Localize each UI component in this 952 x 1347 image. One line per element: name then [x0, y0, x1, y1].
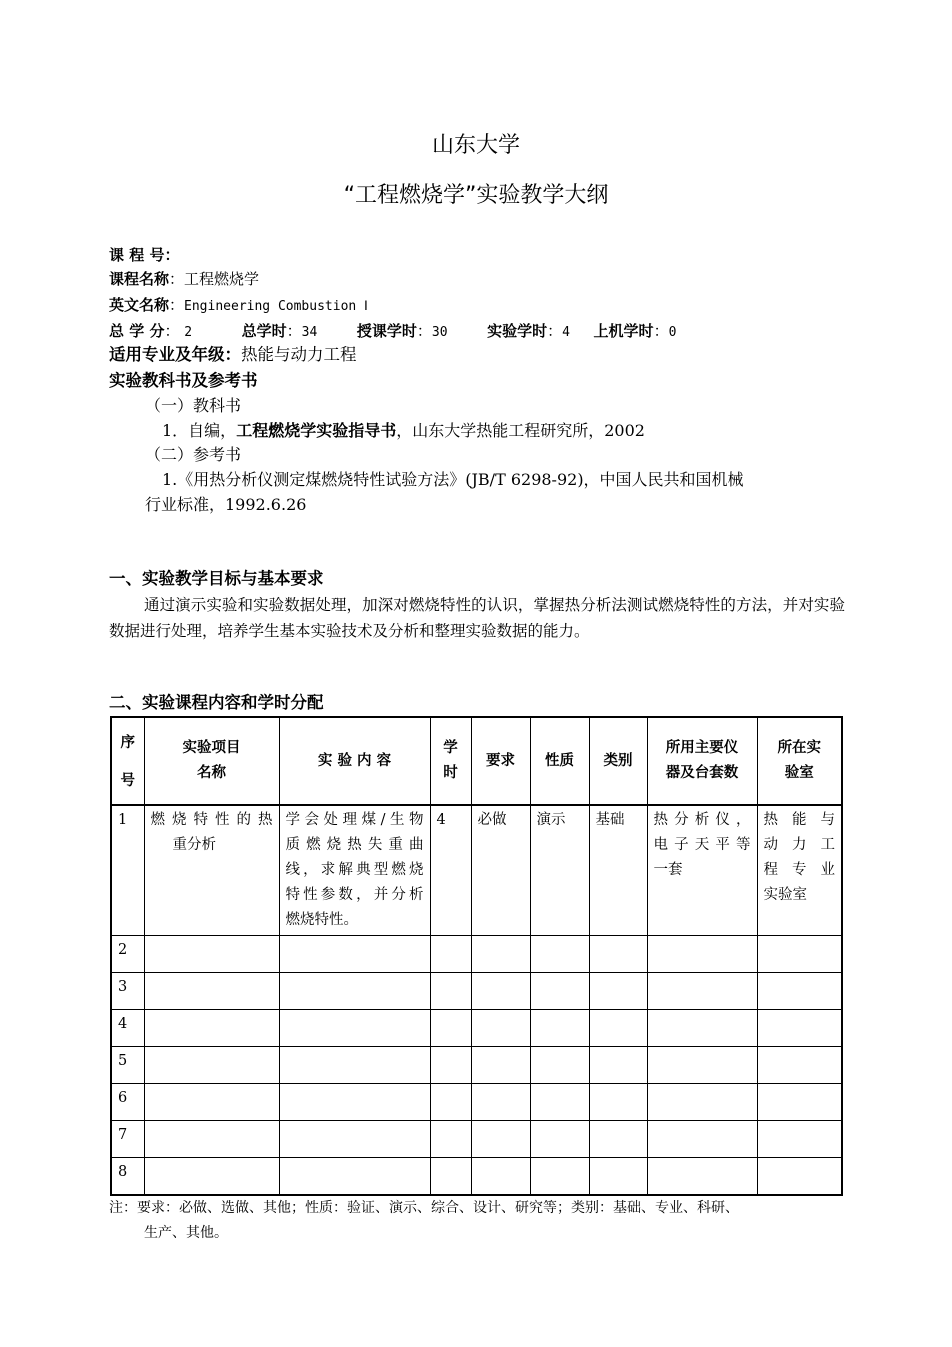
major-label: 适用专业及年级	[109, 345, 225, 364]
section1-heading	[109, 568, 324, 590]
course-name-value: 工程燃烧学	[184, 270, 260, 288]
table-row	[111, 1158, 842, 1195]
english-name-value: Engineering Combustion Ⅰ	[184, 299, 368, 314]
cell-hours: 4	[430, 805, 471, 936]
header-equipment: 所用主要仪 器及台套数	[647, 717, 757, 805]
cell-lab: 热 能 与 动 力 工 程 专 业 实验室	[757, 805, 842, 936]
textbook-prefix: 1．自编，	[162, 421, 237, 440]
english-name-label: 英文名称	[109, 296, 170, 314]
textbook-heading: （一）教科书	[145, 396, 242, 415]
reference-line-1: 1.《用热分析仪测定煤燃烧特性试验方法》(JB/T 6298-92)，中国人民共和国机械	[162, 470, 744, 489]
cell-seq: 4	[111, 1010, 144, 1047]
cell-name: 燃烧特性的热 重分析	[144, 805, 279, 936]
cell-requirement: 必做	[471, 805, 530, 936]
table-row	[111, 1047, 842, 1084]
table-header-row	[111, 717, 842, 805]
table-row	[111, 1010, 842, 1047]
note-line-2: 生产、其他。	[144, 1225, 228, 1241]
lecture-hours-value: 30	[431, 325, 448, 340]
lecture-hours-label: 授课学时	[356, 322, 417, 340]
lab-hours-value: 4	[562, 325, 570, 340]
credits-value: 2	[184, 325, 193, 340]
table-row	[111, 805, 842, 936]
total-hours-label: 总学时	[241, 322, 287, 340]
cell-content: 学会处理煤/生物 质燃烧热失重曲 线，求解典型燃烧 特性参数，并分析 燃烧特性。	[279, 805, 430, 936]
header-lab: 所在实 验室	[757, 717, 842, 805]
cell-seq: 2	[111, 936, 144, 973]
course-number-label: 课 程 号	[109, 246, 165, 264]
total-hours-value: 34	[301, 325, 318, 340]
table-row	[111, 936, 842, 973]
cell-equipment: 热分析仪， 电子天平等 一套	[647, 805, 757, 936]
document-title: “工程燃烧学”实验教学大纲	[343, 183, 609, 208]
section1-heading-text: 一、实验教学目标与基本要求	[109, 569, 324, 588]
reference-line-2: 行业标准，1992.6.26	[145, 495, 307, 514]
books-heading	[109, 370, 258, 392]
cell-nature: 演示	[530, 805, 589, 936]
cell-seq: 8	[111, 1158, 144, 1195]
note-line-1: 注：要求：必做、选做、其他；性质：验证、演示、综合、设计、研究等；类别：基础、专业、科研、	[109, 1200, 739, 1216]
major-value: 热能与动力工程	[241, 345, 357, 364]
books-label: 实验教科书及参考书	[109, 371, 258, 390]
credits-label: 总 学 分	[109, 322, 165, 340]
university-name: 山东大学	[431, 133, 520, 158]
hours-line: 总 学 分： 2 总学时：34 授课学时：30 实验学时：4 上机学时：0	[109, 322, 677, 340]
table-note	[109, 1196, 845, 1246]
course-name-label: 课程名称	[109, 270, 170, 288]
course-content-table	[110, 716, 843, 1196]
computer-hours-label: 上机学时	[593, 322, 654, 340]
textbook-suffix: ，山东大学热能工程研究所，2002	[396, 421, 645, 440]
reference-heading: （二）参考书	[145, 445, 242, 464]
cell-seq: 3	[111, 973, 144, 1010]
header-category: 类别	[589, 717, 647, 805]
cell-seq: 1	[111, 805, 144, 936]
table-row	[111, 973, 842, 1010]
computer-hours-value: 0	[668, 325, 677, 340]
table-row	[111, 1084, 842, 1121]
cell-seq: 7	[111, 1121, 144, 1158]
header-content: 实 验 内 容	[279, 717, 430, 805]
english-name-line: 英文名称：Engineering Combustion Ⅰ	[109, 296, 368, 314]
textbook-title: 工程燃烧学实验指导书	[236, 421, 397, 440]
table-row	[111, 1121, 842, 1158]
cell-seq: 6	[111, 1084, 144, 1121]
cell-category: 基础	[589, 805, 647, 936]
header-seq: 序 号	[111, 717, 144, 805]
lab-hours-label: 实验学时	[487, 322, 548, 340]
header-name: 实验项目 名称	[144, 717, 279, 805]
course-name-line: 课程名称：工程燃烧学	[109, 270, 260, 288]
header-nature: 性质	[530, 717, 589, 805]
cell-seq: 5	[111, 1047, 144, 1084]
section1-body: 通过演示实验和实验数据处理，加深对燃烧特性的认识，掌握热分析法测试燃烧特性的方法，并对实验数据进行处理，培养学生基本实验技术及分析和整理实验数据的能力。	[109, 596, 845, 640]
section2-heading	[109, 692, 324, 714]
textbook-entry	[162, 420, 645, 442]
section2-heading-text: 二、实验课程内容和学时分配	[109, 693, 324, 712]
header-hours: 学 时	[430, 717, 471, 805]
course-number-line: 课 程 号：	[109, 246, 180, 264]
major-line: 适用专业及年级：热能与动力工程	[109, 345, 357, 364]
header-requirement: 要求	[471, 717, 530, 805]
